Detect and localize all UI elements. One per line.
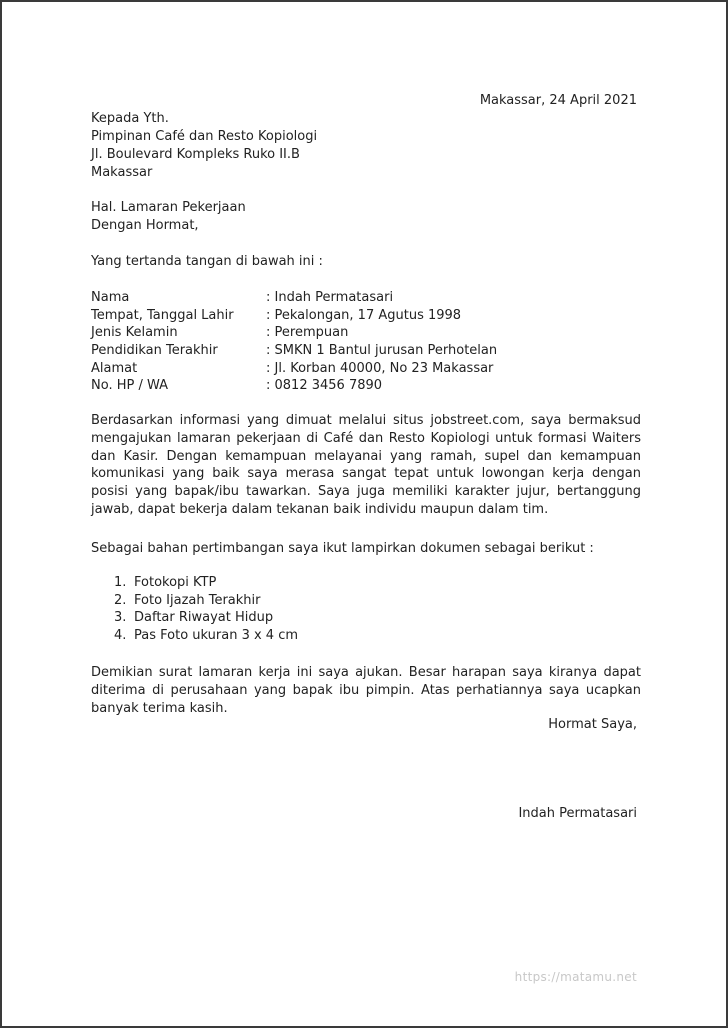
watermark-url: https://matamu.net (514, 970, 637, 984)
applicant-value: : Jl. Korban 40000, No 23 Makassar (266, 360, 494, 376)
applicant-label: Jenis Kelamin (91, 325, 178, 341)
applicant-value: : 0812 3456 7890 (266, 378, 383, 394)
applicant-row (91, 307, 641, 325)
recipient-line: Jl. Boulevard Kompleks Ruko II.B (91, 147, 300, 162)
body-paragraph-2: Sebagai bahan pertimbangan saya ikut lampirkan dokumen sebagai berikut : (91, 541, 594, 556)
attachment-number: 2. (114, 592, 127, 608)
attachment-number: 4. (114, 628, 127, 644)
signer-name: Indah Permatasari (518, 806, 637, 821)
attachment-text: Foto Ijazah Terakhir (134, 592, 261, 608)
recipient-line: Kepada Yth. (91, 111, 169, 126)
recipient-line: Pimpinan Café dan Resto Kopiologi (91, 129, 318, 144)
body-paragraph-3: Demikian surat lamaran kerja ini saya ajukan. Besar harapan saya kiranya dapat diterima di perusahaan yang bapak ibu pimpin. Atas perhatiannya saya ucapkan banyak terima kasih. (91, 665, 641, 716)
greeting: Dengan Hormat, (91, 218, 199, 233)
attachment-list (114, 574, 298, 645)
applicant-row (91, 377, 641, 395)
applicant-row (91, 360, 641, 378)
attachment-text: Daftar Riwayat Hidup (134, 610, 274, 626)
attachment-number: 3. (114, 610, 127, 626)
applicant-value: : Perempuan (266, 325, 349, 341)
applicant-label: Alamat (91, 360, 138, 376)
applicant-label: No. HP / WA (91, 378, 169, 394)
intro-text: Yang tertanda tangan di bawah ini : (91, 254, 323, 269)
attachment-item (114, 592, 298, 610)
applicant-value: : Pekalongan, 17 Agutus 1998 (266, 307, 462, 323)
applicant-row (91, 324, 641, 342)
closing-salutation: Hormat Saya, (548, 717, 637, 732)
applicant-label: Pendidikan Terakhir (91, 343, 218, 359)
recipient-line: Makassar (91, 165, 153, 180)
attachment-item (114, 627, 298, 645)
applicant-label: Tempat, Tanggal Lahir (91, 307, 234, 323)
subject-block (91, 199, 641, 235)
applicant-row (91, 342, 641, 360)
attachment-item (114, 609, 298, 627)
subject-line: Hal. Lamaran Pekerjaan (91, 200, 246, 215)
applicant-value: : Indah Permatasari (266, 290, 394, 305)
applicant-value: : SMKN 1 Bantul jurusan Perhotelan (266, 343, 498, 359)
recipient-address (91, 110, 641, 182)
applicant-label: Nama (91, 290, 130, 305)
applicant-data-table (91, 289, 641, 395)
letter-date: Makassar, 24 April 2021 (479, 93, 637, 108)
attachment-text: Fotokopi KTP (134, 575, 217, 590)
attachment-number: 1. (114, 575, 127, 590)
applicant-row (91, 289, 641, 307)
body-paragraph-1: Berdasarkan informasi yang dimuat melalui situs jobstreet.com, saya bermaksud mengajukan lamaran pekerjaan di Café dan Resto Kopiologi untuk formasi Waiters dan Kasir. Dengan kemampuan melayanai yang ramah, supel dan kemampuan komunikasi yang baik saya merasa sangat tepat untuk lowongan kerja dengan posisi yang bapak/ibu tawarkan. Saya juga memiliki karakter jujur, bertanggung jawab, dapat bekerja dalam tekanan baik individu maupun dalam tim. (91, 413, 641, 517)
attachment-item (114, 574, 298, 592)
attachment-text: Pas Foto ukuran 3 x 4 cm (134, 628, 299, 644)
